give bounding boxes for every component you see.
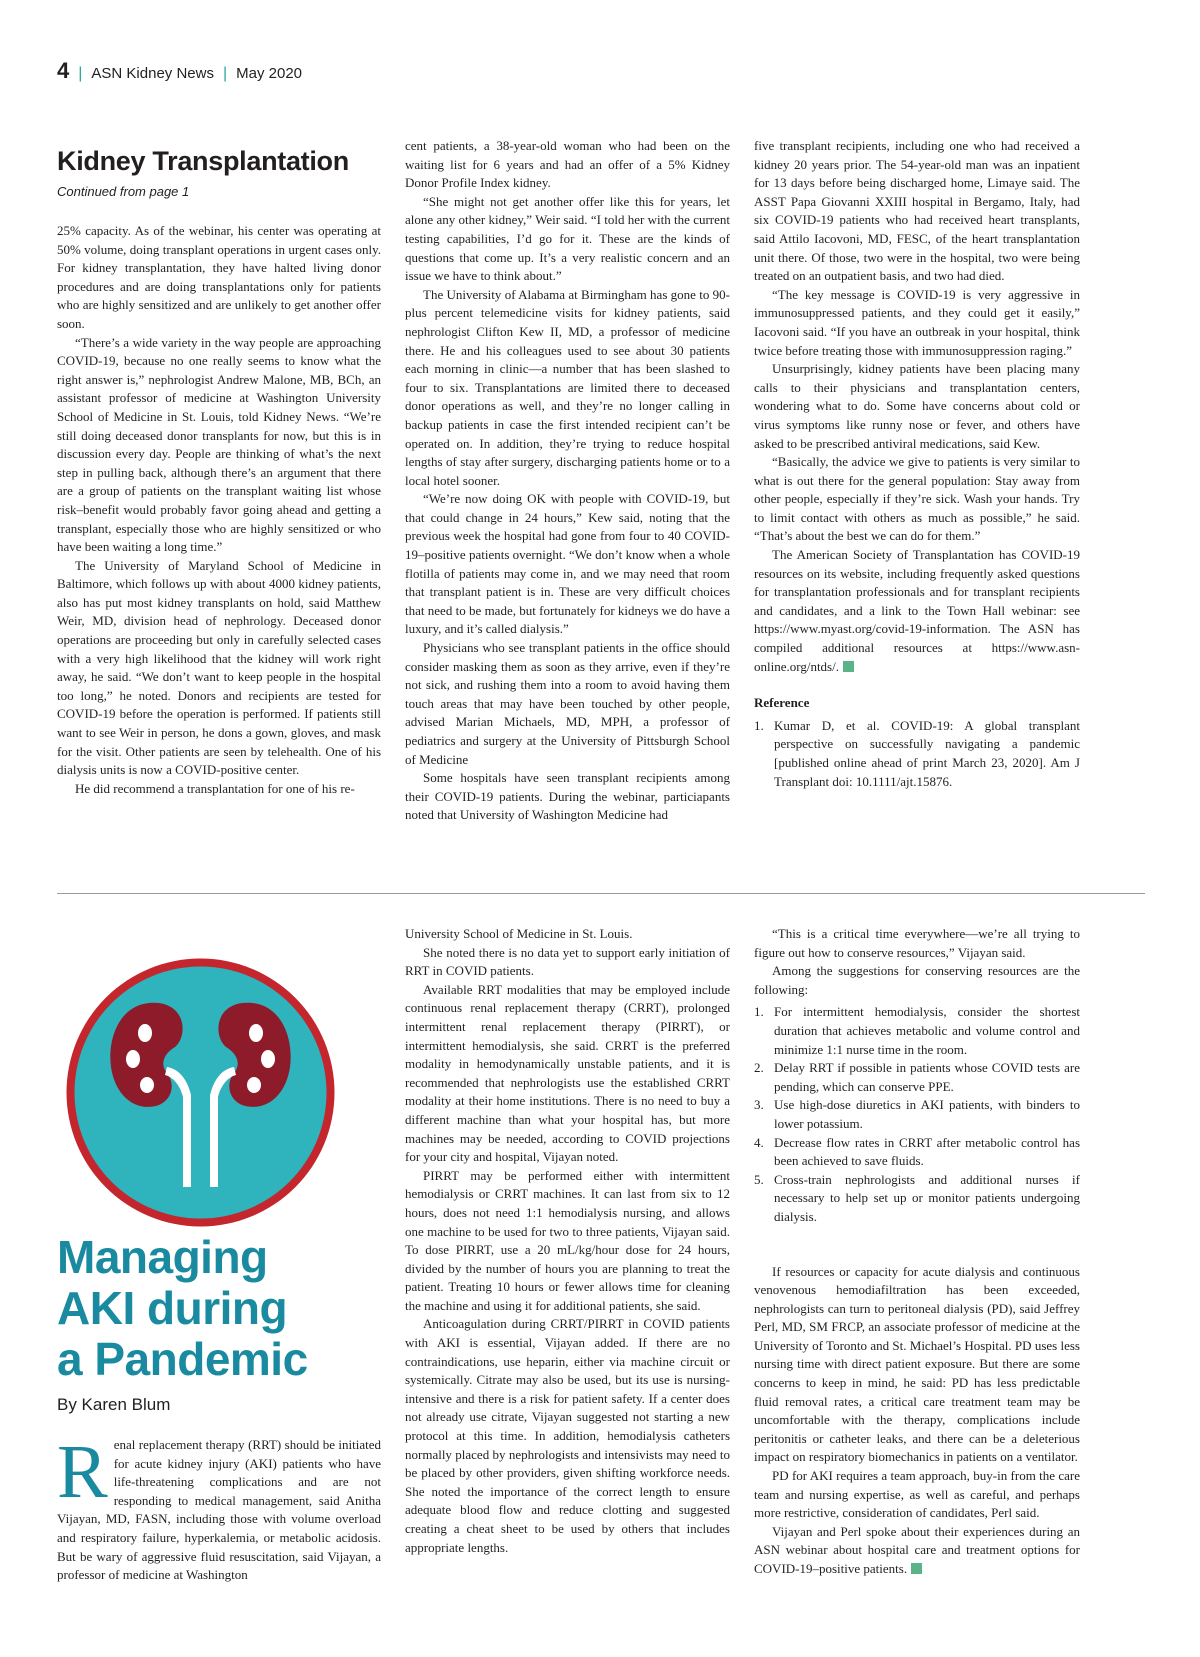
paragraph: The University of Maryland School of Medicine in Baltimore, which follows up with about 4000 kidney patients, also has put most kidney transplants on hold, said Matthew Weir, MD, division head of nephrology. Deceased donor operations are proceeding but only in carefully selected cases with a very high likelihood that the kidney will work right away, he said. “We don’t want to keep people in the hospital too long,” he noted. Donors and recipients are tested for COVID-19 before the operation is performed. If patients still want to see Weir in person, he dons a gown, gloves, and mask for the visit. Other patients are seen by telehealth. One of his dialysis units is now a COVID-positive center. <box>57 557 381 778</box>
paragraph: “There’s a wide variety in the way people are approaching COVID-19, because no one really seems to know what the right answer is,” nephrologist Andrew Malone, MB, BCh, an assistant professor of medicine at Washington University School of Medicine in St. Louis, told Kidney News. “We’re still doing deceased donor transplants for now, but this is in discussion every day. People are thinking of what’s the next step in pulling back, although there’s an argument that there are a group of patients on the transplant waiting list whose risk–benefit would probably favor going ahead and getting a transplant, especially those who are highly sensitized or who have been waiting a long time.” <box>57 334 381 555</box>
paragraph: Among the suggestions for conserving resources are the following: <box>754 963 1080 997</box>
paragraph: University School of Medicine in St. Louis. <box>405 926 633 941</box>
section-divider <box>57 893 1145 894</box>
list-number: 2. <box>754 1060 764 1076</box>
paragraph-text: Vijayan and Perl spoke about their experiences during an ASN webinar about hospital care and treatment options for COVID-19–positive patients. <box>754 1523 1080 1576</box>
article2-column-1 <box>57 1430 381 1585</box>
paragraph: He did recommend a transplantation for one of his re- <box>75 780 355 796</box>
header-separator: | <box>222 65 228 82</box>
paragraph: “Basically, the advice we give to patients is very similar to what is out there for the general population: Stay away from other people, especially if they’re sick. Wash your hands. Try to limit contact with others as much as possible,” he said. “That’s about the best we can do for them.” <box>754 454 1080 544</box>
title-line: AKI during <box>57 1282 288 1334</box>
reference-heading: Reference <box>754 695 810 711</box>
paragraph: “We’re now doing OK with people with COVID-19, but that could change in 24 hours,” Kew said, noting that the previous week the hospital had gone from four to 40 COVID-19–positive patients overnight. “We don’t know when a whole flotilla of patients may come in, and we may need that room that transplant patient is in. These are very difficult choices that need to be made, but fortunately for kidneys we do have a luxury, and it’s called dialysis.” <box>405 491 730 637</box>
list-item <box>754 1171 1080 1227</box>
list-item <box>754 1059 1080 1096</box>
byline: By Karen Blum <box>57 1395 171 1414</box>
reference-list <box>754 717 1080 791</box>
list-item <box>754 1003 1080 1059</box>
list-item <box>754 1096 1080 1133</box>
paragraph: PD for AKI requires a team approach, buy-in from the care team and nursing expertise, as well as careful, and perhaps more restrictive, consideration of candidates, Perl said. <box>754 1468 1080 1521</box>
paragraph <box>57 1430 381 1585</box>
paragraph: “This is a critical time everywhere—we’re all trying to figure out how to conserve resources,” Vijayan said. <box>754 926 1080 960</box>
article1-column-1 <box>57 222 381 798</box>
publication-name: ASN Kidney News <box>91 65 214 82</box>
reference-number: 1. <box>754 717 764 733</box>
paragraph: cent patients, a 38-year-old woman who had been on the waiting list for 6 years and had an offer of a 5% Kidney Donor Profile Index kidney. <box>405 138 730 191</box>
paragraph: She noted there is no data yet to support early initiation of RRT in COVID patients. <box>405 944 730 979</box>
article2-column-3 <box>754 925 1080 1579</box>
list-number: 3. <box>754 1097 764 1113</box>
drop-cap: R <box>57 1430 108 1514</box>
article-title: Kidney Transplantation <box>57 146 349 176</box>
paragraph-text: The American Society of Transplantation has COVID-19 resources on its website, including frequently asked questions for transplantation professionals and for transplant recipients and candidates, and a link to the Town Hall webinar: see https://www.myast.org/covid-19-information. The ASN has compiled additional resources at https://www.asn-online.org/ntds/. <box>754 547 1080 674</box>
kidney-illustration <box>63 955 338 1230</box>
header-separator: | <box>78 65 83 82</box>
list-text: Use high-dose diuretics in AKI patients, with binders to lower potassium. <box>774 1097 1080 1131</box>
paragraph: Available RRT modalities that may be employed include continuous renal replacement therapy (CRRT), prolonged intermittent renal replacement therapy (PIRRT), or intermittent hemodialysis, she said. CRRT is the preferred modality in hemodynamically unstable patients, and it is recommended that nephrologists use the established CRRT modality at their home institutions. There is no need to buy a different machine than what your hospital has, but more machines may be needed, according to COVID projections for your city and hospital, Vijayan noted. <box>405 981 730 1165</box>
paragraph: Unsurprisingly, kidney patients have been placing many calls to their physicians and transplantation centers, wondering what to do. Some have concerns about cold or virus symptoms like runny nose or fever, and others have asked to be prescribed antiviral medications, said Kew. <box>754 361 1080 451</box>
illustration-background <box>75 967 327 1219</box>
article1-column-3 <box>754 137 1080 791</box>
reference-item <box>754 717 1080 791</box>
paragraph-text: enal replacement therapy (RRT) should be initiated for acute kidney injury (AKI) patients who have life-threatening complications and are not responding to medical management, said Anitha Vijayan, MD, FASN, including those with volume overload and respiratory failure, hyperkalemia, or metabolic acidosis. But be wary of aggressive fluid resuscitation, said Vijayan, a professor of medicine at Washington <box>57 1437 381 1583</box>
end-of-article-mark <box>911 1563 922 1574</box>
paragraph: The University of Alabama at Birmingham has gone to 90-plus percent telemedicine visits for kidney patients, said nephrologist Clifton Kew II, MD, a professor of medicine there. He and his colleagues used to see about 30 patients each morning in clinic—a number that has been slashed to four to six. Transplantations are limited there to deceased donor operations as well, and they’re no longer calling in backup patients in case the first intended recipient can’t be operated on. In addition, they’re trying to reduce hospital lengths of stay after surgery, discharging patients home or to a local hotel sooner. <box>405 286 730 488</box>
paragraph: Anticoagulation during CRRT/PIRRT in COVID patients with AKI is essential, Vijayan added. If there are no contraindications, use heparin, either via machine circuit or systemically. Citrate may also be used, but its use is nursing-intensive and there is a risk for patient safety. If a center does not already use citrate, Vijayan suggested not starting a new protocol at this time. In addition, hemodialysis catheters normally placed by nephrologists and intensivists may need to be placed by other providers, given shifting workforce needs. She noted the importance of the correct length to ensure adequate blood flow and reduce clotting and suggested creating a cheat sheet to be used by others that includes appropriate lengths. <box>405 1316 730 1555</box>
paragraph: five transplant recipients, including one who had received a kidney 20 years prior. The 54-year-old man was an inpatient for 13 days before being discharged home, Limaye said. The ASST Papa Giovanni XXIII hospital in Bergamo, Italy, had six COVID-19 patients who had received heart transplants, said Attilo Iacovoni, MD, FESC, of the heart transplantation unit there. Of those, two were in the hospital, two were being treated on an outpatient basis, and two had died. <box>754 138 1080 284</box>
title-line: Managing <box>57 1231 268 1283</box>
paragraph: 25% capacity. As of the webinar, his center was operating at 50% volume, doing transplant operations in urgent cases only. For kidney transplantation, they have halted living donor procedures and are doing transplantations only for patients who are highly sensitized and are unlikely to get another offer soon. <box>57 223 381 331</box>
issue-date: May 2020 <box>236 65 302 82</box>
list-number: 1. <box>754 1004 764 1020</box>
end-of-article-mark <box>843 661 854 672</box>
article2-column-2 <box>405 925 730 1557</box>
paragraph: If resources or capacity for acute dialysis and continuous venovenous hemodiafiltration has been exceeded, nephrologists can turn to peritoneal dialysis (PD), said Jeffrey Perl, MD, SM FRCP, an associate professor of medicine at the University of Toronto and St. Michael’s Hospital. PD uses less nursing time with direct patient exposure. But there are some concerns to keep in mind, he said: PD has less predictable fluid removal rates, a critical care treatment team may be uncomfortable with the therapy, complications include peritonitis or catheter leaks, and there can be a deleterious impact on respiratory biomechanics in patients on a ventilator. <box>754 1263 1080 1465</box>
reference-text: Kumar D, et al. COVID-19: A global transplant perspective on successfully navigating a pandemic [published online ahead of print March 23, 2020]. Am J Transplant doi: 10.1111/ajt.15876. <box>774 717 1080 789</box>
page-number: 4 <box>57 58 70 83</box>
list-text: Decrease flow rates in CRRT after metabolic control has been achieved to save fluids. <box>774 1134 1080 1169</box>
list-item <box>754 1134 1080 1171</box>
article-title <box>57 1232 308 1385</box>
paragraph: PIRRT may be performed either with intermittent hemodialysis or CRRT machines. It can last from six to 12 hours, does not need 1:1 hemodialysis nursing, and allows one machine to be used for two to three patients, Vijayan said. To dose PIRRT, use a 20 mL/kg/hour dose for 24 hours, divided by the number of hours you are planning to treat the patient. Treating 10 hours or fewer allows time for cleaning the machine and using it for additional patients, she said. <box>405 1167 730 1313</box>
paragraph: Physicians who see transplant patients in the office should consider masking them as soon as they arrive, even if they’re not sick, and rushing them into a room to avoid having them touch areas that may have been touched by other people, advised Marian Michaels, MD, MPH, a professor of pediatrics and surgery at the University of Pittsburgh School of Medicine <box>405 640 730 767</box>
paragraph <box>754 546 1080 676</box>
paragraph: “She might not get another offer like this for years, let alone any other kidney,” Weir said. “I told her with the current testing capabilities, I’d go for it. These are the kinds of questions that come up. It’s a very realistic concern and an issue we have to think about.” <box>405 193 730 284</box>
list-number: 5. <box>754 1171 764 1187</box>
continued-note: Continued from page 1 <box>57 184 190 199</box>
paragraph: “The key message is COVID-19 is very aggressive in immunosuppressed patients, and they could get it easily,” Iacovoni said. “If you have an outbreak in your hospital, think twice before treating those with immunosuppression raging.” <box>754 286 1080 358</box>
page-header <box>57 58 302 84</box>
list-text: Cross-train nephrologists and additional nurses if necessary to help set up or monitor patients undergoing dialysis. <box>774 1171 1080 1224</box>
suggestions-list <box>754 1003 1080 1226</box>
paragraph: Some hospitals have seen transplant recipients among their COVID-19 patients. During the webinar, particiapants noted that University of Washington Medicine had <box>405 770 730 823</box>
list-text: Delay RRT if possible in patients whose COVID tests are pending, which can conserve PPE. <box>774 1060 1080 1094</box>
list-number: 4. <box>754 1134 764 1150</box>
list-text: For intermittent hemodialysis, consider the shortest duration that achieves metabolic and volume control and minimize 1:1 nurse time in the room. <box>774 1004 1080 1057</box>
title-line: a Pandemic <box>57 1333 308 1385</box>
article1-column-2 <box>405 137 730 825</box>
paragraph <box>754 1523 1080 1579</box>
